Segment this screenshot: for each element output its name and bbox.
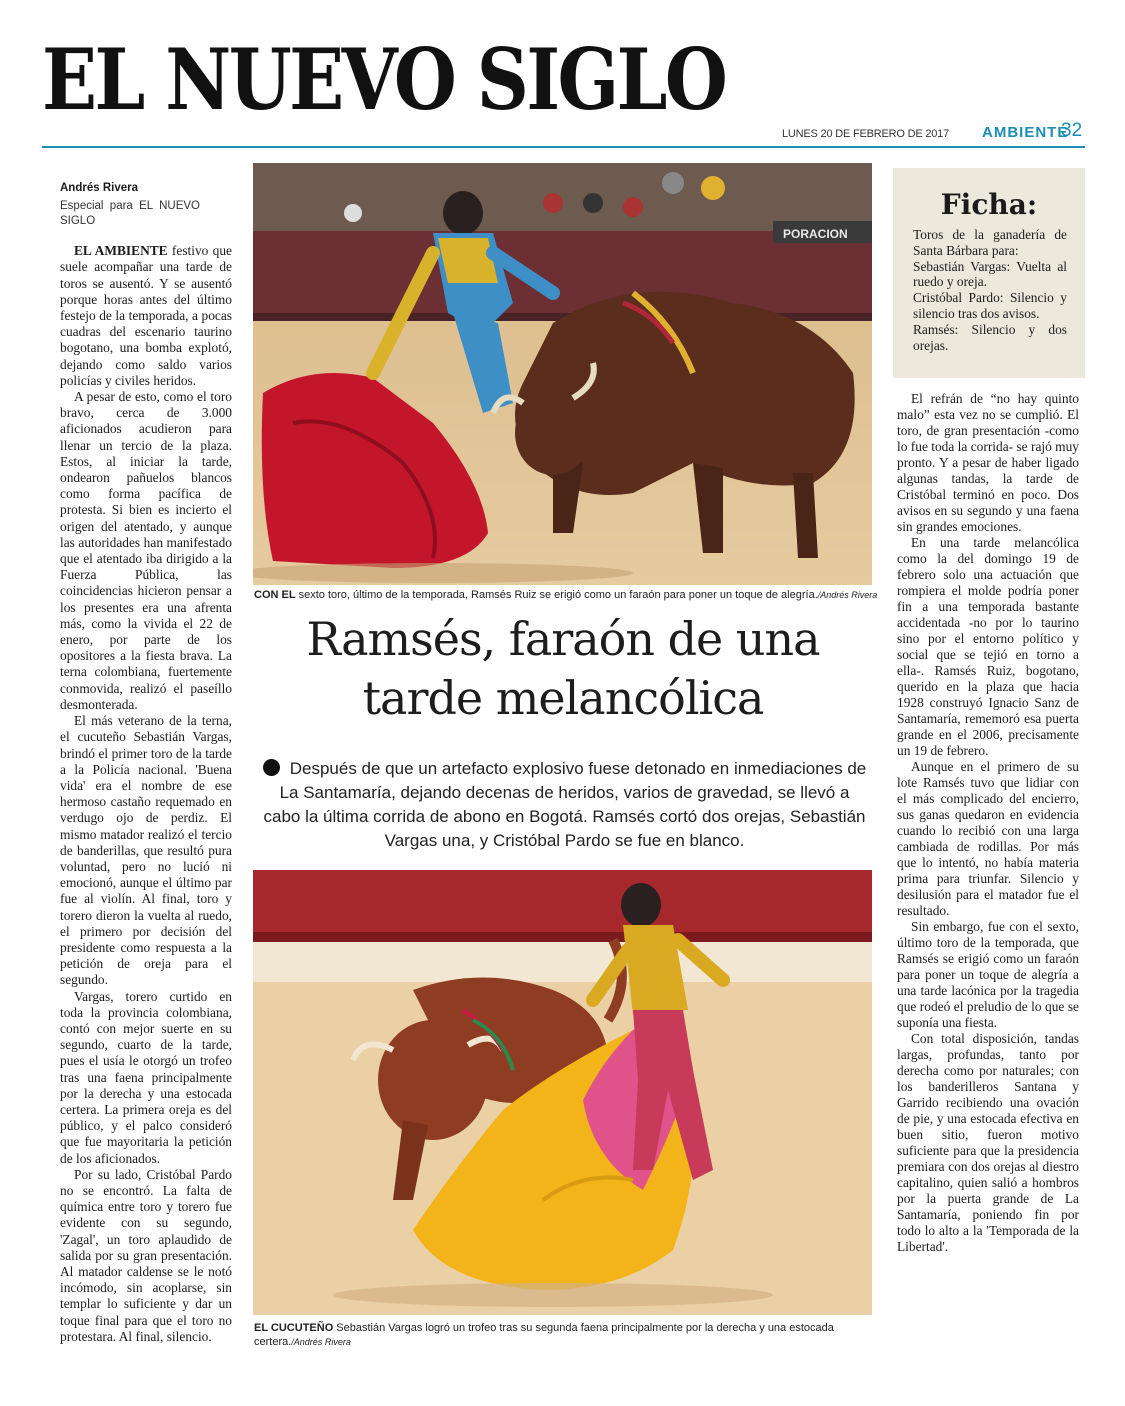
ficha-box — [893, 168, 1085, 378]
paragraph: Vargas, torero curtido en toda la provincia colombiana, contó con mejor suerte en su segundo, cuarto de la tarde, pues el usía le otorgó un trofeo tras una faena principalmente por la derecha y una estocada certera. La primera oreja es del público, y el palco consideró que fue mayoritaria la petición de los aficionados. — [60, 988, 232, 1166]
ficha-text — [893, 221, 1085, 353]
top-photo — [253, 163, 872, 585]
bottom-photo — [253, 870, 872, 1315]
ficha-line: Cristóbal Pardo: Silencio y silencio tras dos avisos. — [913, 290, 1067, 321]
ficha-line: Toros de la ganadería de Santa Bárbara para: — [913, 227, 1067, 258]
left-column — [60, 180, 232, 1345]
bullfight-photo-bottom — [253, 870, 872, 1315]
paragraph: Por su lado, Cristóbal Pardo no se encontró. La falta de química entre toro y torero fue evidente con su segundo, 'Zagal', un toro aplaudido de salida por su gran presentación. Al matador caldense se le notó incómodo, sin acoplarse, sin templar lo suficiente y dar un toque final para que el toro no protestara. Al final, silencio. — [60, 1166, 232, 1344]
masthead-title: EL NUEVO SIGLO — [42, 30, 726, 129]
paragraph-text: festivo que suele acompañar una tarde de toros se ausentó. Y se ausentó porque horas antes del último festejo de la temporada, a pocas cuadras del escenario taurino bogotano, una bomba explotó, dejando como saldo varios policías y civiles heridos. — [60, 243, 232, 388]
headline-line-2: tarde melancólica — [362, 671, 764, 725]
paragraph: A pesar de esto, como el toro bravo, cerca de 3.000 aficionados acudieron para llenar un tercio de la plaza. Estos, al iniciar la tarde, ondearon pañuelos blancos como forma pacífica de protesta. Si bien es incierto el origen del atentado, y aunque las autoridades han manifestado que el atentado iba dirigido a la Fuerza Pública, las coincidencias hicieron pensar a los presentes era una afrenta más, como la vivida el 22 de enero, por parte de los opositores a la fiesta brava. La terna colombiana, fuertemente conmovida, realizó el paseíllo desmonterada. — [60, 389, 232, 712]
paragraph: Con total disposición, tandas largas, profundas, tanto por derecha como por naturales; con los banderilleros Santana y Garrido recibiendo una ovación de pie, y una estocada efectiva en buen sitio, fueron motivo suficiente para que la presidencia premiara con dos orejas al diestro capitalino, quien salió a hombros por la puerta grande de La Santamaría, poniendo fin por todo lo alto a la 'Temporada de la Libertad'. — [897, 1031, 1079, 1254]
paragraph: Sin embargo, fue con el sexto, último toro de la temporada, que Ramsés se erigió como un faraón para poner un toque de alegría a una tarde lacónica por la tragedia que rodeó el preludio de lo que se suponía una fiesta. — [897, 919, 1079, 1030]
masthead-rule — [42, 146, 1085, 148]
paragraph — [60, 243, 232, 389]
caption-text: Sebastián Vargas logró un trofeo tras su segunda faena principalmente por la derecha y una estocada certera. — [254, 1322, 834, 1348]
subhead-text: Después de que un artefacto explosivo fuese detonado en inmediaciones de La Santamaría, dejando decenas de heridos, varios de gravedad, se llevó a cabo la última corrida de abono en Bogotá. Ramsés cortó dos orejas, Sebastián Vargas una, y Cristóbal Pardo se fue en blanco. — [263, 759, 867, 850]
ficha-line: Ramsés: Silencio y dos orejas. — [913, 321, 1067, 353]
top-photo-caption — [254, 588, 879, 602]
section-label: AMBIENTE — [982, 124, 1069, 141]
caption-lead: CON EL — [254, 589, 296, 601]
ficha-title: Ficha: — [940, 188, 1038, 221]
bottom-photo-caption — [254, 1321, 864, 1349]
headline-line-1: Ramsés, faraón de una — [306, 612, 820, 666]
right-column — [897, 391, 1079, 1255]
dateline: LUNES 20 DE FEBRERO DE 2017 — [782, 128, 950, 140]
paragraph: Aunque en el primero de su lote Ramsés tuvo que lidiar con el más complicado del encierro, sus ganas quedaron en evidencia cuando lo recibió con una larga cambiada de rodillas. Por más que lo intentó, no había materia prima para triunfar. Silencio y desilusión para el matador fue el resultado. — [897, 759, 1079, 918]
photo-credit: /Andrés Rivera — [291, 1337, 351, 1347]
paragraph: El refrán de “no hay quinto malo” esta vez no se cumplió. El toro, de gran presentación -como lo fue toda la corrida- se rajó muy pronto. Y a pesar de haber ligado algunas tandas, la tarde de Cristóbal terminó en poco. Dos avisos en su segundo y una faena sin grandes emociones. — [897, 391, 1079, 534]
photo-credit: /Andrés Rivera — [817, 590, 878, 600]
subhead — [262, 757, 867, 853]
author-role: Especial para EL NUEVO SIGLO — [60, 200, 200, 228]
headline — [253, 610, 873, 728]
bullfight-photo-top — [253, 163, 872, 585]
banner-text: PORACION — [783, 227, 848, 241]
bullet-icon — [263, 759, 280, 776]
paragraph: En una tarde melancólica como la del domingo 19 de febrero solo una actuación que rompiera el molde podría poner fin a una temporada bastante accidentada -no por lo taurino sino por el entorno político y social que se tejió en torno a ella-. Ramsés Ruiz, bogotano, querido en la plaza que hacia 1928 construyó Ignacio Sanz de Santamaría, rememoró esa puerta grande en el 2006, precisamente un 19 de febrero. — [897, 535, 1079, 758]
author-name: Andrés Rivera — [60, 182, 138, 194]
lead-in: EL AMBIENTE — [74, 243, 168, 259]
caption-text: sexto toro, último de la temporada, Ramsés Ruiz se erigió como un faraón para poner un toque de alegría. — [295, 589, 818, 601]
ficha-line: Sebastián Vargas: Vuelta al ruedo y oreja. — [913, 258, 1067, 290]
caption-lead: EL CUCUTEÑO — [254, 1322, 334, 1334]
paragraph: El más veterano de la terna, el cucuteño Sebastián Vargas, brindó el primer toro de la tarde a la Policía nacional. 'Buena vida' era el nombre de ese hermoso castaño requemado en verdugo ojo de perdiz. El mismo matador realizó el tercio de banderillas, que resultó pura voluntad, pero no lució ni emocionó, aunque el último par fue al violín. Al final, toro y torero dieron la vuelta al ruedo, el primero por decisión del presidente como respuesta a la petición de oreja para el segundo. — [60, 713, 232, 988]
page-number: 32 — [1061, 120, 1083, 141]
